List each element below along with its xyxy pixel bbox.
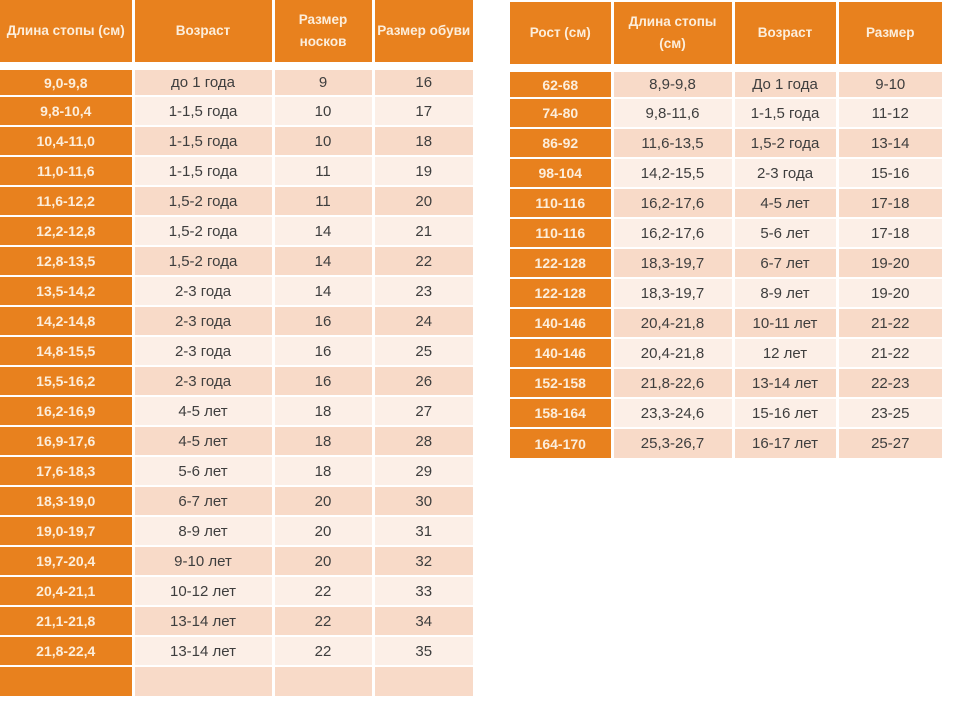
column-header-foot-length: Длина стопы (см) <box>612 2 733 68</box>
row-cell: 23,3-24,6 <box>612 398 733 428</box>
row-cell: 25,3-26,7 <box>612 428 733 458</box>
header-row <box>0 0 473 66</box>
row-cell: 18 <box>273 396 373 426</box>
table-row <box>0 576 473 606</box>
row-cell: 25 <box>373 336 473 366</box>
table-row <box>0 366 473 396</box>
row-cell: 18 <box>273 456 373 486</box>
row-cell: 11 <box>273 186 373 216</box>
row-cell: 14,2-15,5 <box>612 158 733 188</box>
row-key-cell: 20,4-21,1 <box>0 576 133 606</box>
row-key-cell: 21,8-22,4 <box>0 636 133 666</box>
row-key-cell <box>0 666 133 696</box>
row-cell: 10-11 лет <box>733 308 837 338</box>
row-key-cell: 140-146 <box>510 338 612 368</box>
row-cell: 1,5-2 года <box>733 128 837 158</box>
row-key-cell: 21,1-21,8 <box>0 606 133 636</box>
row-cell: 20 <box>373 186 473 216</box>
table-row <box>510 398 942 428</box>
table-row <box>510 218 942 248</box>
column-header-sock-size: Размер носков <box>273 0 373 66</box>
row-cell: 1-1,5 года <box>133 96 273 126</box>
row-key-cell: 18,3-19,0 <box>0 486 133 516</box>
row-cell: 1,5-2 года <box>133 246 273 276</box>
row-cell: 15-16 лет <box>733 398 837 428</box>
table-row <box>510 338 942 368</box>
row-cell: 21-22 <box>837 338 942 368</box>
row-cell: 6-7 лет <box>733 248 837 278</box>
row-cell: 16 <box>273 306 373 336</box>
table-row <box>0 186 473 216</box>
row-cell: 27 <box>373 396 473 426</box>
row-cell: 22 <box>273 636 373 666</box>
row-cell: 20 <box>273 486 373 516</box>
row-cell: 21,8-22,6 <box>612 368 733 398</box>
table-row <box>510 158 942 188</box>
row-cell: 19-20 <box>837 278 942 308</box>
row-cell <box>273 666 373 696</box>
row-cell: 11,6-13,5 <box>612 128 733 158</box>
row-cell: 9,8-11,6 <box>612 98 733 128</box>
row-cell: 21 <box>373 216 473 246</box>
row-cell: 33 <box>373 576 473 606</box>
column-header-age: Возраст <box>133 0 273 66</box>
table-row <box>510 248 942 278</box>
table-row <box>0 636 473 666</box>
table-row <box>0 456 473 486</box>
row-key-cell: 15,5-16,2 <box>0 366 133 396</box>
row-cell: 4-5 лет <box>133 396 273 426</box>
row-cell: 26 <box>373 366 473 396</box>
table-row <box>510 68 942 98</box>
row-key-cell: 158-164 <box>510 398 612 428</box>
column-header-foot-length: Длина стопы (см) <box>0 0 133 66</box>
table-row <box>0 426 473 456</box>
table-row <box>0 606 473 636</box>
table-row <box>0 336 473 366</box>
row-key-cell: 122-128 <box>510 248 612 278</box>
row-key-cell: 12,8-13,5 <box>0 246 133 276</box>
row-key-cell: 10,4-11,0 <box>0 126 133 156</box>
table-row <box>0 156 473 186</box>
row-key-cell: 16,9-17,6 <box>0 426 133 456</box>
row-cell: 17-18 <box>837 218 942 248</box>
row-cell: 23-25 <box>837 398 942 428</box>
table-row <box>510 128 942 158</box>
table-row <box>510 278 942 308</box>
row-cell: 8-9 лет <box>733 278 837 308</box>
table-row <box>0 216 473 246</box>
row-cell: 32 <box>373 546 473 576</box>
row-cell: 2-3 года <box>133 276 273 306</box>
row-cell: 1-1,5 года <box>733 98 837 128</box>
row-cell: 13-14 лет <box>133 636 273 666</box>
table-row <box>510 368 942 398</box>
row-cell: 19 <box>373 156 473 186</box>
row-cell: 8,9-9,8 <box>612 68 733 98</box>
row-cell: 35 <box>373 636 473 666</box>
row-cell: 20,4-21,8 <box>612 308 733 338</box>
row-cell: 16,2-17,6 <box>612 188 733 218</box>
row-cell: 16 <box>273 366 373 396</box>
table-row <box>0 66 473 96</box>
row-key-cell: 140-146 <box>510 308 612 338</box>
row-cell: 18,3-19,7 <box>612 278 733 308</box>
row-cell: 2-3 года <box>133 306 273 336</box>
row-key-cell: 110-116 <box>510 218 612 248</box>
table-row <box>0 276 473 306</box>
row-cell: 5-6 лет <box>133 456 273 486</box>
row-cell: 24 <box>373 306 473 336</box>
row-key-cell: 19,7-20,4 <box>0 546 133 576</box>
table-row <box>0 666 473 696</box>
row-cell: 16 <box>273 336 373 366</box>
row-cell: 16 <box>373 66 473 96</box>
table-row <box>510 428 942 458</box>
row-cell: 5-6 лет <box>733 218 837 248</box>
row-key-cell: 9,8-10,4 <box>0 96 133 126</box>
row-cell: 1,5-2 года <box>133 216 273 246</box>
row-cell: 15-16 <box>837 158 942 188</box>
row-cell: 18 <box>373 126 473 156</box>
column-header-age: Возраст <box>733 2 837 68</box>
row-cell: 11-12 <box>837 98 942 128</box>
row-cell: 10 <box>273 96 373 126</box>
row-cell: 10 <box>273 126 373 156</box>
table-row <box>0 396 473 426</box>
row-cell: 30 <box>373 486 473 516</box>
row-key-cell: 17,6-18,3 <box>0 456 133 486</box>
row-cell: 14 <box>273 276 373 306</box>
table-row <box>0 516 473 546</box>
row-cell: 2-3 года <box>133 366 273 396</box>
row-cell: 16,2-17,6 <box>612 218 733 248</box>
row-cell: 6-7 лет <box>133 486 273 516</box>
row-cell: 20 <box>273 546 373 576</box>
row-cell: 17-18 <box>837 188 942 218</box>
table-row <box>0 96 473 126</box>
row-cell: 34 <box>373 606 473 636</box>
row-cell: 22 <box>273 576 373 606</box>
row-cell: 9-10 лет <box>133 546 273 576</box>
row-cell: 13-14 <box>837 128 942 158</box>
table-row <box>510 188 942 218</box>
table-row <box>510 98 942 128</box>
row-cell: 20 <box>273 516 373 546</box>
height-age-size-table <box>510 2 942 458</box>
row-cell: 21-22 <box>837 308 942 338</box>
row-key-cell: 9,0-9,8 <box>0 66 133 96</box>
row-cell <box>373 666 473 696</box>
row-cell: 1-1,5 года <box>133 156 273 186</box>
row-cell: 28 <box>373 426 473 456</box>
row-key-cell: 14,2-14,8 <box>0 306 133 336</box>
table-row <box>0 546 473 576</box>
row-cell: 31 <box>373 516 473 546</box>
row-cell: 8-9 лет <box>133 516 273 546</box>
row-cell: до 1 года <box>133 66 273 96</box>
row-cell: 9 <box>273 66 373 96</box>
row-key-cell: 16,2-16,9 <box>0 396 133 426</box>
row-key-cell: 110-116 <box>510 188 612 218</box>
table-row <box>0 246 473 276</box>
row-cell: 13-14 лет <box>133 606 273 636</box>
row-cell: 1-1,5 года <box>133 126 273 156</box>
row-cell: 10-12 лет <box>133 576 273 606</box>
table-row <box>0 126 473 156</box>
row-cell: 25-27 <box>837 428 942 458</box>
row-cell <box>133 666 273 696</box>
column-header-shoe-size: Размер обуви <box>373 0 473 66</box>
row-key-cell: 122-128 <box>510 278 612 308</box>
row-key-cell: 74-80 <box>510 98 612 128</box>
row-cell: 13-14 лет <box>733 368 837 398</box>
column-header-height: Рост (см) <box>510 2 612 68</box>
header-row <box>510 2 942 68</box>
row-cell: 1,5-2 года <box>133 186 273 216</box>
row-cell: 29 <box>373 456 473 486</box>
row-key-cell: 152-158 <box>510 368 612 398</box>
row-cell: 16-17 лет <box>733 428 837 458</box>
row-cell: 18,3-19,7 <box>612 248 733 278</box>
row-key-cell: 98-104 <box>510 158 612 188</box>
sock-shoe-size-table <box>0 0 473 696</box>
row-key-cell: 11,0-11,6 <box>0 156 133 186</box>
row-cell: 4-5 лет <box>733 188 837 218</box>
row-cell: 22 <box>273 606 373 636</box>
table-row <box>0 486 473 516</box>
row-cell: 12 лет <box>733 338 837 368</box>
row-cell: 14 <box>273 216 373 246</box>
row-cell: 23 <box>373 276 473 306</box>
row-cell: 14 <box>273 246 373 276</box>
row-cell: 19-20 <box>837 248 942 278</box>
table-row <box>0 306 473 336</box>
row-key-cell: 13,5-14,2 <box>0 276 133 306</box>
row-cell: 17 <box>373 96 473 126</box>
row-key-cell: 164-170 <box>510 428 612 458</box>
partial-row-cutoff <box>0 666 473 696</box>
table-row <box>510 308 942 338</box>
row-cell: 4-5 лет <box>133 426 273 456</box>
row-cell: 22-23 <box>837 368 942 398</box>
row-cell: 2-3 года <box>733 158 837 188</box>
row-key-cell: 14,8-15,5 <box>0 336 133 366</box>
column-header-size: Размер <box>837 2 942 68</box>
row-cell: 20,4-21,8 <box>612 338 733 368</box>
row-key-cell: 19,0-19,7 <box>0 516 133 546</box>
row-cell: 22 <box>373 246 473 276</box>
row-key-cell: 62-68 <box>510 68 612 98</box>
row-cell: 11 <box>273 156 373 186</box>
row-cell: До 1 года <box>733 68 837 98</box>
row-cell: 18 <box>273 426 373 456</box>
row-key-cell: 12,2-12,8 <box>0 216 133 246</box>
row-cell: 9-10 <box>837 68 942 98</box>
row-key-cell: 86-92 <box>510 128 612 158</box>
row-cell: 2-3 года <box>133 336 273 366</box>
row-key-cell: 11,6-12,2 <box>0 186 133 216</box>
